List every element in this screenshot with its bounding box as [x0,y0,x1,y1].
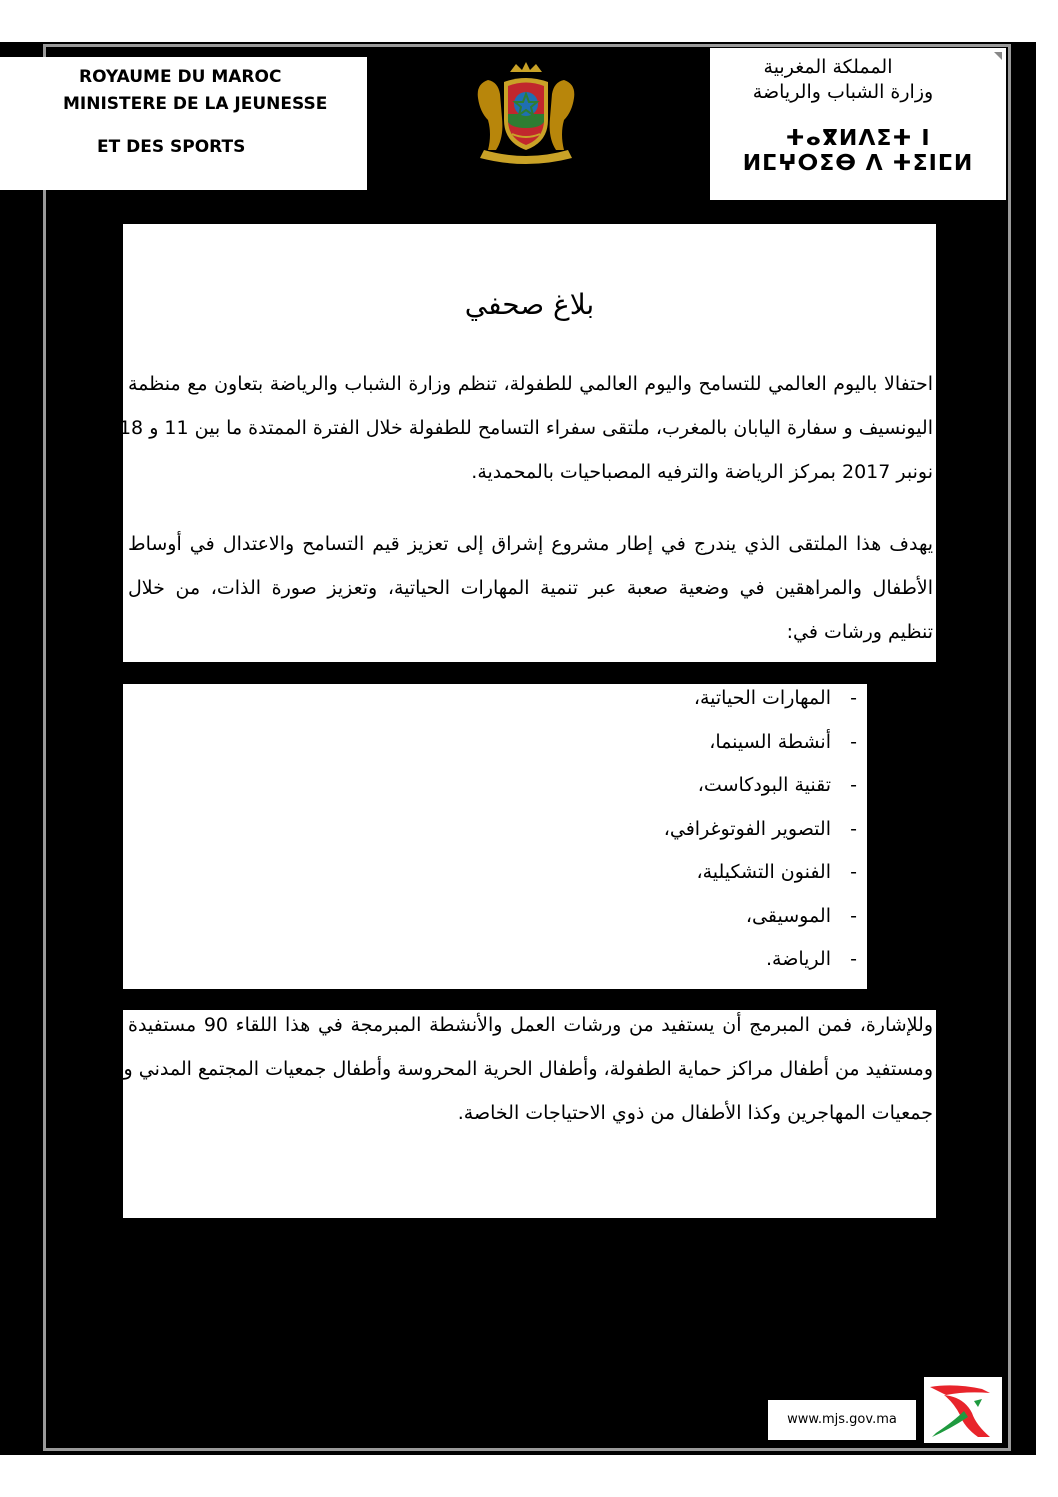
list-item [123,771,867,815]
header-fr-line1: ROYAUME DU MAROC [79,67,282,87]
bullet-dash: - [850,730,857,753]
header-ministry-ar [710,48,1006,200]
page-title: بلاغ صحفي [464,288,595,321]
paragraph-1 [118,362,933,494]
workshop-label: الفنون التشكيلية، [696,861,831,883]
workshop-label: الموسيقى، [745,904,831,927]
press-release-intro [118,224,936,662]
paragraph-2-line: يهدف هذا الملتقى الذي يندرج في إطار مشروع إشراق إلى تعزيز قيم التسامح والاعتدال في أوساط [128,533,933,555]
workshop-label: تقنية البودكاست، [697,774,831,796]
list-item [123,902,867,946]
workshop-label: الرياضة. [766,948,831,970]
moroccan-coat-of-arms-emblem [470,58,582,170]
header-ar-line2: وزارة الشباب والرياضة [752,81,934,103]
list-item [123,684,867,728]
list-item [123,858,867,902]
workshop-list-box [123,684,867,989]
bullet-dash: - [850,904,857,927]
list-item [123,945,867,989]
header-fr-line3: ET DES SPORTS [97,137,246,157]
workshop-label: أنشطة السينما، [709,730,831,753]
header-ar-line1: المملكة المغربية [763,56,893,78]
bullet-dash: - [850,861,857,883]
paragraph-2 [128,522,933,654]
list-item [123,728,867,772]
corner-fold-icon [994,52,1002,60]
paragraph-3 [123,1003,933,1135]
paragraph-1-line: احتفالا باليوم العالمي للتسامح واليوم العالمي للطفولة، تنظم وزارة الشباب والرياضة بتعاون مع منظمة [128,373,933,395]
press-release-closing [123,1010,936,1218]
header-ministry-fr [0,57,367,190]
paragraph-1-line: اليونسيف و سفارة اليابان بالمغرب، ملتقى سفراء التسامح للطفولة خلال الفترة الممتدة ما بين 11 و 18 [118,417,933,439]
workshop-list [123,684,867,989]
workshop-label: المهارات الحياتية، [693,687,831,709]
paragraph-3-line: جمعيات المهاجرين وكذا الأطفال من ذوي الاحتياجات الخاصة. [457,1102,933,1124]
ministry-logo-icon [924,1377,1002,1443]
bullet-dash: - [850,948,857,970]
paragraph-2-line: تنظيم ورشات في: [786,621,933,643]
bullet-dash: - [850,687,857,709]
workshop-label: التصوير الفوتوغرافي، [663,817,831,840]
paragraph-2-line: الأطفال والمراهقين في وضعية صعبة عبر تنمية المهارات الحياتية، وتعزيز صورة الذات، من خلال [128,577,933,599]
website-link[interactable]: www.mjs.gov.ma [768,1400,916,1440]
paragraph-1-line: نونبر 2017 بمركز الرياضة والترفيه المصباحيات بالمحمدية. [471,461,933,483]
bullet-dash: - [850,774,857,796]
paragraph-3-line: ومستفيد من أطفال مراكز حماية الطفولة، وأطفال الحرية المحروسة وأطفال جمعيات المجتمع المدني و [123,1058,933,1080]
header-tifinagh: ⵜⴰⴳⵍⴷⵉⵜ ⵏ ⵍⵎⵖⵔⵉⴱ ⴷ ⵜⵉⵏⵎⵍ [742,126,974,176]
bullet-dash: - [850,817,857,840]
list-item [123,815,867,859]
header-fr-line2: MINISTERE DE LA JEUNESSE [63,94,328,114]
paragraph-3-line: وللإشارة، فمن المبرمج أن يستفيد من ورشات العمل والأنشطة المبرمجة في هذا اللقاء 90 مستفيدة [128,1014,933,1036]
